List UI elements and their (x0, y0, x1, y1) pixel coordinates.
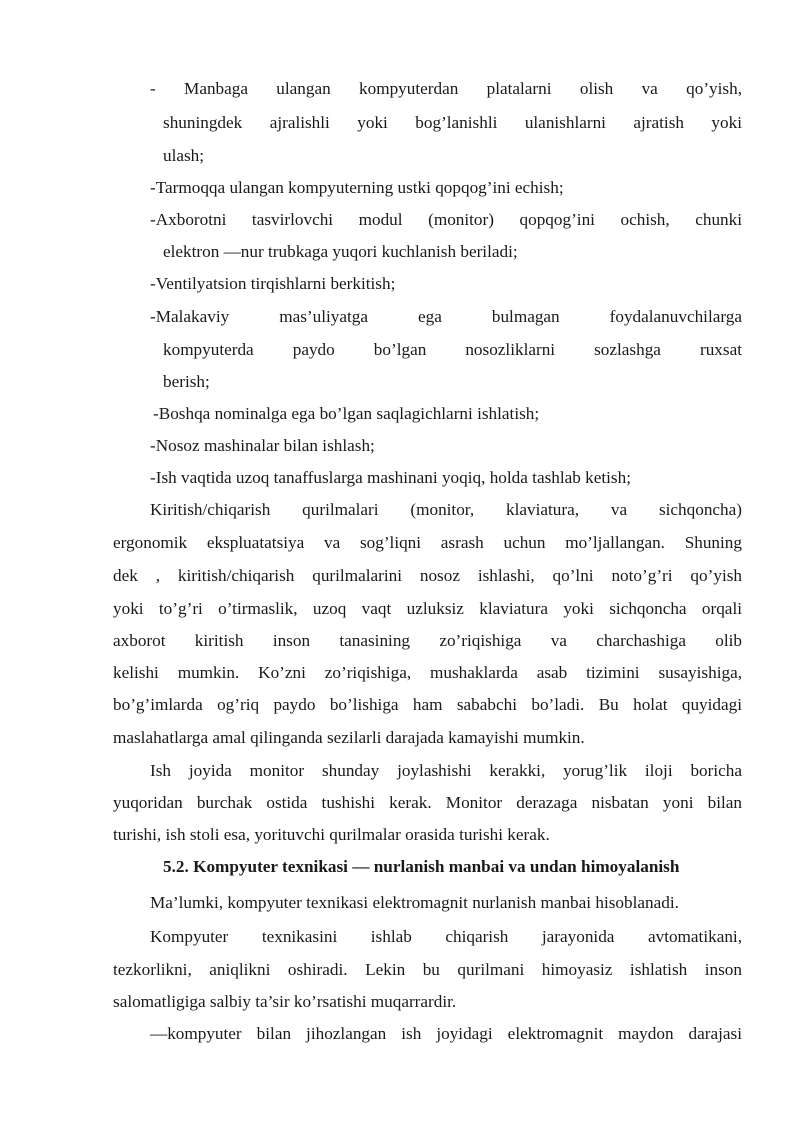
section-heading: 5.2. Kompyuter texnikasi — nurlanish manbai va undan himoyalanish (163, 857, 680, 876)
text-line: elektron —nur trubkaga yuqori kuchlanish beriladi; (163, 242, 518, 261)
text-line: -Nosoz mashinalar bilan ishlash; (150, 436, 375, 455)
text-line: -Ish vaqtida uzoq tanaffuslarga mashinani yoqiq, holda tashlab ketish; (150, 468, 631, 487)
text-line: dek , kiritish/chiqarish qurilmalarini nosoz ishlashi, qo’lni noto’g’ri qo’yish (113, 566, 742, 585)
text-line: -Axborotni tasvirlovchi modul (monitor) qopqog’ini ochish, chunki (150, 210, 742, 229)
text-line: -Tarmoqqa ulangan kompyuterning ustki qopqog’ini echish; (150, 178, 564, 197)
text-line: - Manbaga ulangan kompyuterdan platalarni olish va qo’yish, (150, 79, 742, 98)
text-line: -Boshqa nominalga ega bo’lgan saqlagichlarni ishlatish; (153, 404, 540, 423)
text-line: maslahatlarga amal qilinganda sezilarli darajada kamayishi mumkin. (113, 728, 585, 747)
text-line: axborot kiritish inson tanasining zo’riqishiga va charchashiga olib (113, 631, 742, 650)
text-line: yuqoridan burchak ostida tushishi kerak. Monitor derazaga nisbatan yoni bilan (113, 793, 742, 812)
text-line: bo’g’imlarda og’riq paydo bo’lishiga ham sababchi bo’ladi. Bu holat quyidagi (113, 695, 742, 714)
text-line: Ma’lumki, kompyuter texnikasi elektromagnit nurlanish manbai hisoblanadi. (150, 893, 679, 912)
text-line: kompyuterda paydo bo’lgan nosozliklarni sozlashga ruxsat (163, 340, 742, 359)
text-line: kelishi mumkin. Ko’zni zo’riqishiga, mushaklarda asab tizimini susayishiga, (113, 663, 742, 682)
text-line: Kiritish/chiqarish qurilmalari (monitor, klaviatura, va sichqoncha) (150, 500, 742, 519)
text-line: shuningdek ajralishli yoki bog’lanishli ulanishlarni ajratish yoki (163, 113, 742, 132)
text-line: yoki to’g’ri o’tirmaslik, uzoq vaqt uzluksiz klaviatura yoki sichqoncha orqali (113, 599, 742, 618)
text-line: turishi, ish stoli esa, yorituvchi qurilmalar orasida turishi kerak. (113, 825, 550, 844)
text-line: -Ventilyatsion tirqishlarni berkitish; (150, 274, 396, 293)
text-line: tezkorlikni, aniqlikni oshiradi. Lekin bu qurilmani himoyasiz ishlatish inson (113, 960, 742, 979)
text-line: ulash; (163, 146, 205, 165)
text-line: salomatligiga salbiy ta’sir ko’rsatishi muqarrardir. (113, 992, 457, 1011)
text-line: berish; (163, 372, 210, 391)
text-line: ergonomik ekspluatatsiya va sog’liqni asrash uchun mo’ljallangan. Shuning (113, 533, 742, 552)
text-line: Kompyuter texnikasini ishlab chiqarish jarayonida avtomatikani, (150, 927, 742, 946)
text-line: —kompyuter bilan jihozlangan ish joyidagi elektromagnit maydon darajasi (150, 1024, 742, 1043)
text-line: Ish joyida monitor shunday joylashishi kerakki, yorug’lik iloji boricha (150, 761, 742, 780)
text-line: -Malakaviy mas’uliyatga ega bulmagan foydalanuvchilarga (150, 307, 742, 326)
